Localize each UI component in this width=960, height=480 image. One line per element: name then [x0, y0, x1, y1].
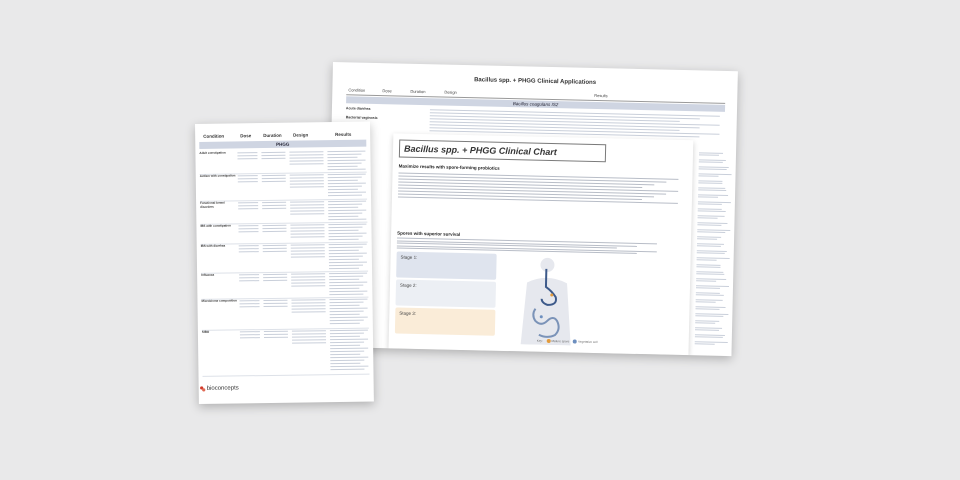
text-line-placeholder: [291, 247, 325, 248]
text-line-placeholder: [330, 330, 368, 332]
text-line-placeholder: [695, 336, 723, 338]
text-line-placeholder: [291, 276, 325, 277]
text-line-placeholder: [330, 323, 360, 324]
text-line-placeholder: [699, 154, 719, 155]
text-line-placeholder: [290, 213, 324, 214]
front-row-label: Functional bowel disorders: [200, 200, 225, 209]
text-line-placeholder: [330, 369, 364, 370]
text-line-placeholder: [328, 186, 362, 187]
text-line-placeholder: [328, 174, 366, 176]
text-line-placeholder: [262, 178, 286, 179]
card-heading-maximize: Maximize results with spore-forming probiotics: [398, 163, 500, 171]
text-line-placeholder: [695, 322, 715, 323]
back-section-band: Bacillus coagulans IS2: [346, 96, 725, 112]
text-line-placeholder: [292, 342, 326, 343]
text-line-placeholder: [329, 294, 363, 295]
text-line-placeholder: [696, 287, 720, 289]
text-line-placeholder: [697, 224, 721, 226]
text-line-placeholder: [329, 265, 363, 266]
text-line-placeholder: [330, 317, 368, 319]
text-line-placeholder: [328, 160, 366, 162]
text-line-placeholder: [328, 224, 366, 226]
text-line-placeholder: [329, 250, 359, 251]
text-line-placeholder: [292, 308, 326, 309]
text-line-placeholder: [330, 363, 360, 364]
text-line-placeholder: [239, 251, 259, 252]
text-line-placeholder: [261, 158, 285, 159]
text-line-placeholder: [238, 225, 258, 226]
col-dose: Dose: [382, 88, 392, 94]
text-line-placeholder: [329, 253, 367, 255]
col-design: Design: [293, 132, 309, 138]
front-row-label: Autism with constipation: [199, 173, 236, 178]
text-line-placeholder: [328, 210, 366, 212]
text-line-placeholder: [327, 154, 361, 155]
text-line-placeholder: [330, 342, 364, 343]
col-duration: Duration: [263, 132, 282, 139]
front-row-label: SIBO: [201, 329, 210, 334]
bioconcepts-logo-icon: [200, 386, 206, 392]
text-line-placeholder: [289, 151, 323, 152]
text-line-placeholder: [290, 174, 324, 175]
text-line-placeholder: [328, 163, 362, 164]
text-line-placeholder: [330, 348, 368, 350]
text-line-placeholder: [240, 303, 260, 304]
text-line-placeholder: [699, 161, 723, 163]
col-results: Results: [335, 131, 352, 138]
text-line-placeholder: [291, 244, 325, 245]
text-line-placeholder: [291, 236, 325, 237]
text-line-placeholder: [292, 311, 326, 312]
text-line-placeholder: [696, 294, 724, 296]
text-line-placeholder: [263, 248, 287, 249]
text-line-placeholder: [330, 305, 360, 306]
legend-key: Key:: [536, 338, 543, 343]
text-line-placeholder: [291, 233, 325, 234]
vegetative-cell-icon: [573, 340, 577, 344]
text-line-placeholder: [330, 308, 368, 310]
text-line-placeholder: [290, 186, 324, 187]
text-line-placeholder: [291, 273, 325, 274]
text-line-placeholder: [291, 282, 325, 283]
text-line-placeholder: [239, 300, 259, 301]
col-design: Design: [444, 89, 457, 95]
text-line-placeholder: [328, 219, 366, 221]
text-line-placeholder: [290, 204, 324, 205]
text-line-placeholder: [263, 251, 287, 252]
text-line-placeholder: [329, 279, 359, 280]
text-line-placeholder: [262, 181, 286, 182]
text-line-placeholder: [330, 336, 360, 337]
text-line-placeholder: [330, 314, 360, 315]
text-line-placeholder: [290, 207, 324, 208]
text-line-placeholder: [695, 308, 719, 310]
text-line-placeholder: [328, 227, 362, 228]
text-line-placeholder: [290, 224, 324, 225]
text-line-placeholder: [240, 331, 260, 332]
text-line-placeholder: [238, 175, 258, 176]
text-line-placeholder: [292, 336, 326, 337]
text-line-placeholder: [291, 279, 325, 280]
text-line-placeholder: [330, 357, 368, 359]
text-line-placeholder: [264, 306, 288, 307]
text-line-placeholder: [264, 331, 288, 332]
text-line-placeholder: [329, 262, 367, 264]
stage-2-box: [395, 279, 496, 307]
text-line-placeholder: [290, 183, 324, 184]
text-line-placeholder: [328, 216, 358, 217]
stage-3-box: [395, 307, 496, 335]
text-line-placeholder: [328, 213, 362, 214]
text-line-placeholder: [330, 302, 364, 303]
text-line-placeholder: [262, 202, 286, 203]
text-line-placeholder: [238, 181, 258, 182]
text-line-placeholder: [329, 285, 363, 286]
front-section-band: PHGG: [199, 140, 366, 149]
text-line-placeholder: [330, 311, 364, 312]
text-line-placeholder: [238, 205, 258, 206]
text-line-placeholder: [292, 302, 326, 303]
text-line-placeholder: [695, 329, 719, 331]
text-line-placeholder: [696, 301, 716, 302]
text-line-placeholder: [240, 306, 260, 307]
mature-spore-icon: [547, 339, 551, 343]
text-line-placeholder: [262, 175, 286, 176]
back-document-page: [327, 62, 738, 356]
text-line-placeholder: [330, 354, 360, 355]
text-line-placeholder: [291, 285, 325, 286]
text-line-placeholder: [697, 252, 725, 254]
text-line-placeholder: [291, 253, 325, 254]
col-dose: Dose: [240, 133, 252, 139]
text-line-placeholder: [290, 177, 324, 178]
stage-1-box: [396, 251, 497, 279]
bioconcepts-logo-text: bioconcepts: [206, 385, 239, 392]
text-line-placeholder: [239, 248, 259, 249]
digestive-system-illustration: [501, 254, 593, 346]
head-shape: [540, 258, 554, 272]
text-line-placeholder: [263, 231, 287, 232]
text-line-placeholder: [329, 288, 359, 289]
text-line-placeholder: [290, 180, 324, 181]
back-row-label: Bacterial vaginosis: [345, 115, 378, 121]
text-line-placeholder: [330, 351, 364, 352]
text-line-placeholder: [328, 192, 366, 194]
text-line-placeholder: [237, 155, 257, 156]
text-line-placeholder: [264, 337, 288, 338]
text-line-placeholder: [697, 245, 721, 247]
text-line-placeholder: [328, 166, 358, 167]
text-line-placeholder: [328, 207, 358, 208]
text-line-placeholder: [328, 177, 362, 178]
text-line-placeholder: [696, 266, 720, 268]
back-row-label: Acute diarrhea: [345, 106, 371, 111]
text-line-placeholder: [329, 299, 367, 301]
text-line-placeholder: [329, 244, 367, 246]
text-line-placeholder: [290, 201, 324, 202]
text-line-placeholder: [238, 228, 258, 229]
text-line-placeholder: [697, 238, 717, 239]
text-line-placeholder: [238, 208, 258, 209]
card-title-box: [399, 140, 606, 163]
text-line-placeholder: [263, 274, 287, 275]
text-line-placeholder: [291, 256, 325, 257]
text-line-placeholder: [329, 273, 367, 275]
legend-vegetative-cell: Vegetative cell: [578, 339, 598, 345]
text-line-placeholder: [263, 280, 287, 281]
text-line-placeholder: [239, 277, 259, 278]
stage-2-label: Stage 2:: [399, 282, 417, 288]
text-line-placeholder: [239, 231, 259, 232]
text-line-placeholder: [237, 152, 257, 153]
text-line-placeholder: [290, 210, 324, 211]
card-title: Bacillus spp. + PHGG Clinical Chart: [403, 143, 557, 158]
clinical-chart-card: [389, 133, 694, 355]
text-line-placeholder: [262, 228, 286, 229]
text-line-placeholder: [263, 277, 287, 278]
text-line-placeholder: [328, 230, 358, 231]
text-line-placeholder: [239, 245, 259, 246]
text-line-placeholder: [263, 300, 287, 301]
text-line-placeholder: [237, 158, 257, 159]
text-line-placeholder: [239, 274, 259, 275]
text-line-placeholder: [264, 334, 288, 335]
text-line-placeholder: [289, 154, 323, 155]
text-line-placeholder: [695, 343, 715, 344]
text-line-placeholder: [239, 280, 259, 281]
back-page-title: Bacillus spp. + PHGG Clinical Applications: [474, 77, 597, 86]
text-line-placeholder: [261, 152, 285, 153]
text-line-placeholder: [330, 345, 360, 346]
text-line-placeholder: [328, 195, 362, 196]
text-line-placeholder: [327, 157, 357, 158]
text-line-placeholder: [699, 168, 727, 170]
text-line-placeholder: [238, 178, 258, 179]
text-line-placeholder: [698, 182, 722, 184]
text-line-placeholder: [291, 299, 325, 300]
text-line-placeholder: [329, 282, 367, 284]
text-line-placeholder: [329, 236, 363, 237]
text-line-placeholder: [263, 245, 287, 246]
front-row-label: Adult constipation: [199, 150, 226, 155]
text-line-placeholder: [290, 227, 324, 228]
text-line-placeholder: [329, 256, 363, 257]
front-document-page: [195, 122, 374, 404]
text-line-placeholder: [289, 157, 323, 158]
text-line-placeholder: [329, 259, 359, 260]
text-line-placeholder: [330, 339, 368, 341]
col-condition: Condition: [203, 133, 225, 139]
text-line-placeholder: [327, 151, 365, 153]
stage-3-label: Stage 3:: [399, 310, 417, 316]
text-line-placeholder: [698, 203, 722, 205]
legend-mature-spore: Mature spore: [551, 339, 570, 344]
text-line-placeholder: [262, 205, 286, 206]
text-line-placeholder: [290, 163, 324, 164]
text-line-placeholder: [695, 315, 723, 317]
text-line-placeholder: [328, 180, 358, 181]
stage-1-label: Stage 1:: [400, 254, 418, 260]
text-line-placeholder: [238, 202, 258, 203]
col-duration: Duration: [410, 88, 426, 95]
text-line-placeholder: [697, 259, 717, 260]
text-line-placeholder: [699, 175, 719, 176]
text-line-placeholder: [328, 183, 366, 185]
front-row-label: IBS with constipation: [200, 223, 231, 228]
text-line-placeholder: [328, 189, 358, 190]
row-separator: [203, 374, 370, 377]
text-line-placeholder: [330, 366, 368, 368]
text-line-placeholder: [264, 303, 288, 304]
text-line-placeholder: [262, 225, 286, 226]
text-line-placeholder: [329, 239, 359, 240]
text-line-placeholder: [291, 250, 325, 251]
text-line-placeholder: [292, 333, 326, 334]
text-line-placeholder: [696, 273, 724, 275]
col-results: Results: [594, 92, 608, 99]
text-line-placeholder: [292, 339, 326, 340]
text-line-placeholder: [329, 233, 367, 235]
text-line-placeholder: [328, 201, 366, 203]
text-line-placeholder: [292, 305, 326, 306]
text-line-placeholder: [262, 208, 286, 209]
front-row-label: IBS with diarrhea: [200, 243, 226, 248]
text-line-placeholder: [290, 160, 324, 161]
text-line-placeholder: [240, 337, 260, 338]
text-line-placeholder: [329, 276, 363, 277]
text-line-placeholder: [698, 196, 718, 197]
text-line-placeholder: [261, 155, 285, 156]
text-line-placeholder: [292, 330, 326, 331]
text-line-placeholder: [329, 247, 363, 248]
text-line-placeholder: [696, 280, 716, 281]
text-line-placeholder: [697, 231, 725, 233]
text-line-placeholder: [290, 230, 324, 231]
text-line-placeholder: [698, 189, 726, 191]
text-line-placeholder: [329, 291, 367, 293]
text-line-placeholder: [328, 169, 366, 171]
text-line-placeholder: [328, 204, 362, 205]
back-text-lines: [333, 62, 738, 71]
col-condition: Condition: [348, 87, 366, 93]
text-line-placeholder: [698, 217, 718, 218]
text-line-placeholder: [329, 268, 359, 269]
card-heading-spores: Spores with superior survival: [397, 230, 461, 237]
text-line-placeholder: [330, 320, 364, 321]
front-row-label: Microbiome composition: [201, 298, 238, 303]
text-line-placeholder: [330, 360, 364, 361]
text-line-placeholder: [240, 334, 260, 335]
text-line-placeholder: [330, 333, 364, 334]
front-row-label: Influenza: [201, 272, 215, 277]
text-line-placeholder: [698, 210, 726, 212]
